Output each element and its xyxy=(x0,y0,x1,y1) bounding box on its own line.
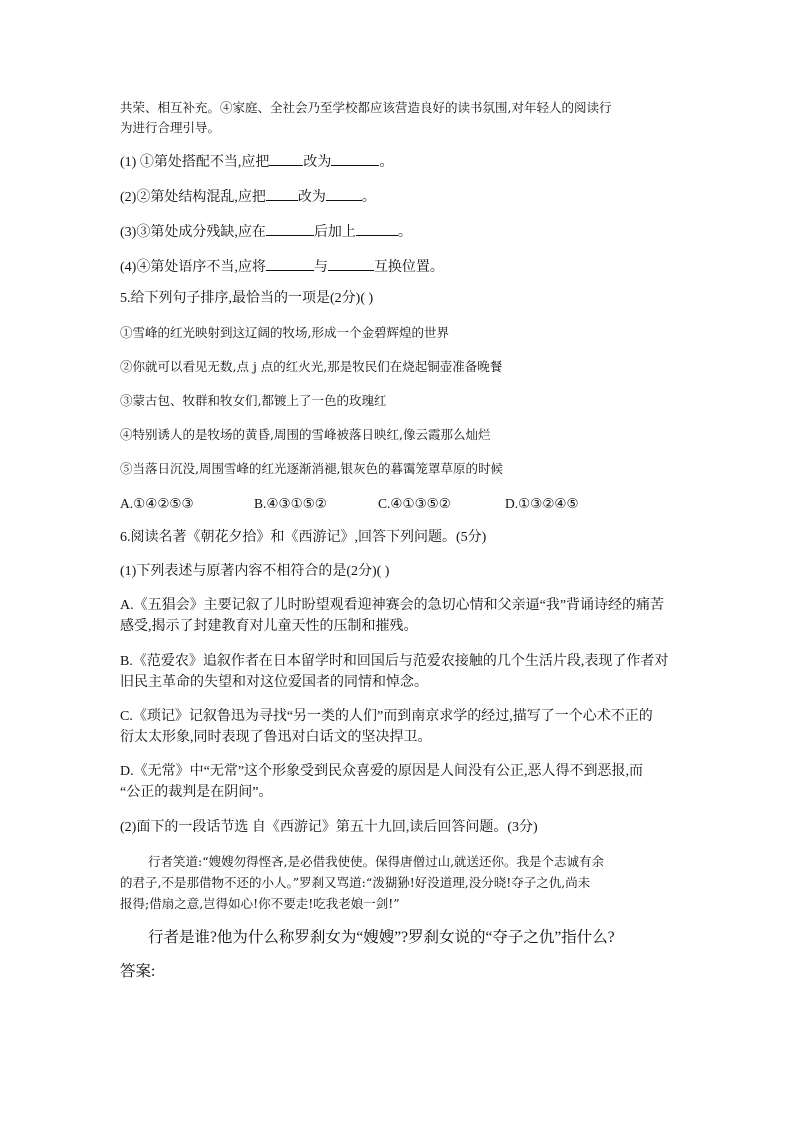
answer-blank[interactable] xyxy=(266,186,298,201)
passage-line: 为进行合理引导。 xyxy=(120,120,221,135)
q5-option-a[interactable]: A.①④②⑤③ xyxy=(120,496,194,511)
q6-option-a[interactable]: A.《五猖会》主要记叙了儿时盼望观看迎神赛会的急切心情和父亲逼“我”背诵诗经的痛苦 xyxy=(120,598,665,613)
q5-stem: 5.给下列句子排序,最恰当的一项是(2分)( ) xyxy=(120,291,374,306)
q6-option-c[interactable]: C.《琐记》记叙鲁迅为寻找“另一类的人们”而到南京求学的经过,描写了一个心术不正的 xyxy=(120,709,653,724)
answer-blank[interactable] xyxy=(326,186,362,201)
answer-blank[interactable] xyxy=(269,151,303,166)
q6-stem: 6.阅读名著《朝花夕拾》和《西游记》,回答下列问题。(5分) xyxy=(120,530,487,545)
q6-sub1-stem: (1)下列表述与原著内容不相符合的是(2分)( ) xyxy=(120,564,390,579)
q4-item-2-text: (2)②第处结构混乱,应把 xyxy=(120,190,266,205)
excerpt-line: 的君子,不是那借物不还的小人。”罗刹又骂道:“泼猢狲!好没道理,没分晓!夺子之仇,尚未 xyxy=(120,875,591,890)
q5-option-c[interactable]: C.④①③⑤② xyxy=(378,496,451,511)
q4-item-4-end: 互换位置。 xyxy=(373,260,444,275)
q5-sentence: ③蒙古包、牧群和牧女们,都镀上了一色的玫瑰红 xyxy=(120,393,387,408)
q4-item-2-end: 。 xyxy=(361,190,376,205)
q5-sentence: ②你就可以看见无数,点 j 点的红火光,那是牧民们在烧起铜壶准备晚餐 xyxy=(120,359,503,374)
q4-item-4 xyxy=(120,256,444,278)
q6-question: 行者是谁?他为什么称罗刹女为“嫂嫂”?罗刹女说的“夺子之仇”指什么? xyxy=(148,929,615,946)
q5-sentence: ①雪峰的红光映射到这辽阔的牧场,形成一个金碧辉煌的世界 xyxy=(120,325,449,340)
q6-option-b-cont: 旧民主革命的失望和对这位爱国者的同情和悼念。 xyxy=(120,675,428,690)
answer-label: 答案: xyxy=(120,963,156,980)
q6-option-b[interactable]: B.《范爱农》追叙作者在日本留学时和回国后与范爱农接触的几个生活片段,表现了作者对 xyxy=(120,654,669,669)
q5-sentence: ⑤当落日沉没,周围雪峰的红光逐渐消褪,银灰色的暮霭笼罩草原的时候 xyxy=(120,461,503,476)
q6-option-a-cont: 感受,揭示了封建教育对儿童天性的压制和摧残。 xyxy=(120,619,418,634)
answer-blank[interactable] xyxy=(266,221,314,236)
q6-option-d[interactable]: D.《无常》中“无常”这个形象受到民众喜爱的原因是人间没有公正,恶人得不到恶报,而 xyxy=(120,764,644,779)
excerpt-line: 行者笑道:“嫂嫂勿得悭吝,是必借我使使。保得唐僧过山,就送还你。我是个志诚有余 xyxy=(148,854,605,869)
q4-item-1-text: (1) ①第处搭配不当,应把 xyxy=(120,155,270,170)
q4-item-3 xyxy=(120,221,412,243)
q6-sub2-stem: (2)面下的一段话节选 自《西游记》第五十九回,读后回答问题。(3分) xyxy=(120,820,538,835)
answer-blank[interactable] xyxy=(331,151,379,166)
q5-option-b[interactable]: B.④③①⑤② xyxy=(254,496,327,511)
q4-item-4-mid: 与 xyxy=(313,260,328,275)
excerpt-line: 报得;借扇之意,岂得如心!你不要走!吃我老娘一剑!” xyxy=(120,896,400,911)
q4-item-1-end: 。 xyxy=(379,155,394,170)
q4-item-4-text: (4)④第处语序不当,应将 xyxy=(120,260,266,275)
q4-item-3-text: (3)③第处成分残缺,应在 xyxy=(120,225,266,240)
q4-item-2-mid: 改为 xyxy=(297,190,326,205)
q5-sentence: ④特别诱人的是牧场的黄昏,周围的雪峰被落日映红,像云霞那么灿烂 xyxy=(120,427,491,442)
answer-blank[interactable] xyxy=(356,221,398,236)
q6-option-d-cont: “公正的裁判是在阴间”。 xyxy=(120,785,273,800)
answer-blank[interactable] xyxy=(266,256,314,271)
q5-option-d[interactable]: D.①③②④⑤ xyxy=(505,496,579,511)
answer-blank[interactable] xyxy=(328,256,374,271)
q4-item-2 xyxy=(120,186,376,208)
q4-item-3-end: 。 xyxy=(397,225,412,240)
passage-line: 共荣、相互补充。④家庭、全社会乃至学校都应该营造良好的读书氛围,对年轻人的阅读行 xyxy=(120,100,612,115)
q4-item-1-mid: 改为 xyxy=(303,155,332,170)
q4-item-3-mid: 后加上 xyxy=(313,225,356,240)
q4-item-1 xyxy=(120,151,393,173)
q6-option-c-cont: 衍太太形象,同时表现了鲁迅对白话文的坚决捍卫。 xyxy=(120,730,432,745)
